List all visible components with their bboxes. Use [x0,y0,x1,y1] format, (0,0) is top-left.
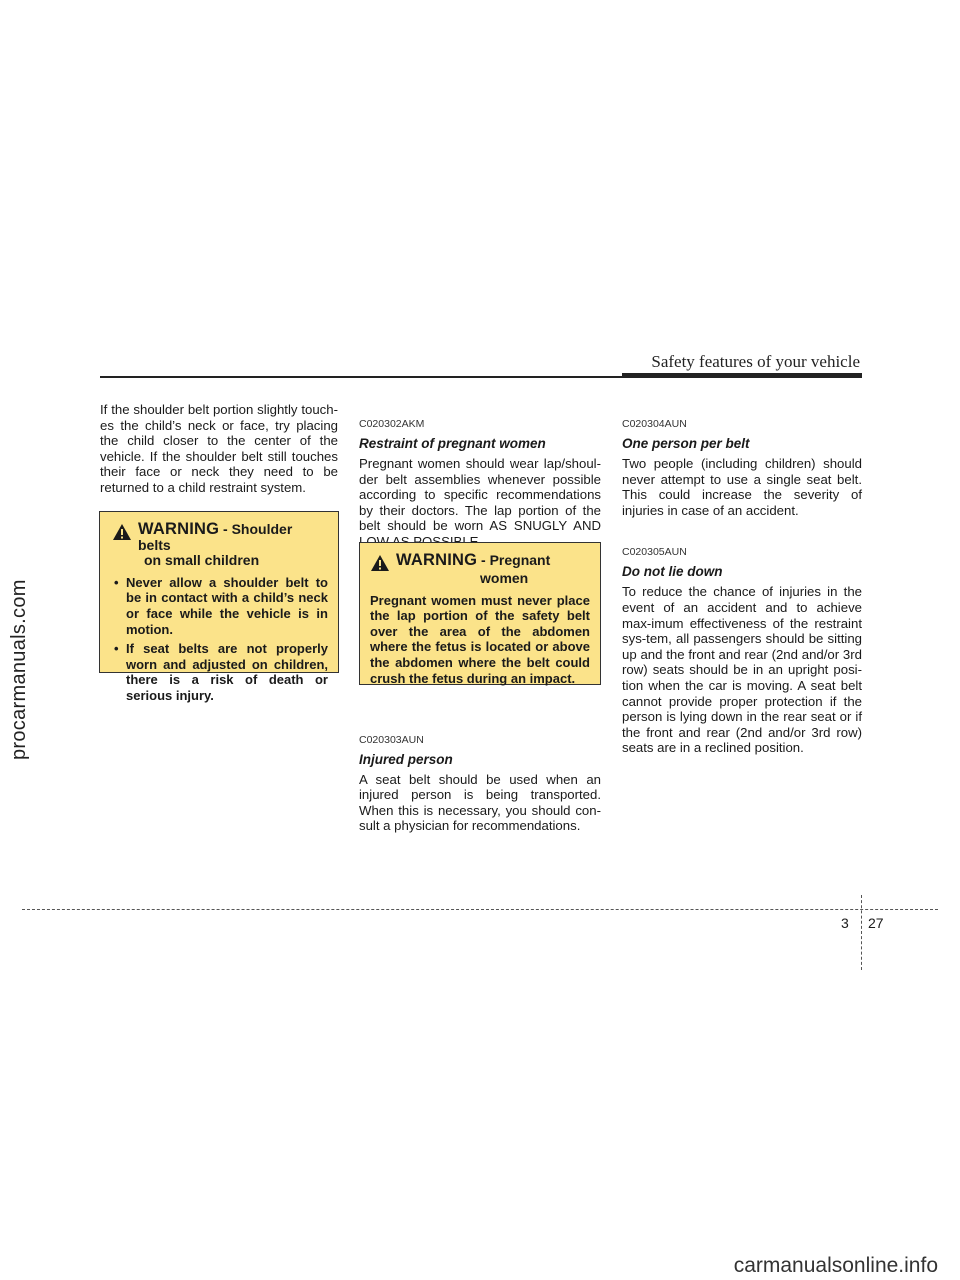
section-body: Two people (including children) should never attempt to use a single seat belt. This could increase the severity of injuries in case of an accident. [622,456,862,518]
section-heading: Injured person [359,751,453,767]
warning-word: WARNING [396,551,478,569]
warning-title-line2: on small children [144,552,260,569]
warning-item: • Never allow a shoulder belt to be in contact with a child’s neck or face while the vehicle is in motion. [112,575,328,637]
column-left [100,402,338,496]
warning-title: - Shoulder belts [138,521,293,553]
section-body: Pregnant women should wear lap/shoul-der belt assemblies whenever possible according to specific recommendations by their doctors. The lap portion of the belt should be worn AS SNUGLY AND [359,456,601,534]
intro-paragraph: If the shoulder belt portion slightly touch-es the child’s neck or face, try placing the child closer to the center of the vehicle. If the shoulder belt still touches their face or neck they need to be returned to a child restraint system. [100,402,338,495]
warning-list [112,575,328,704]
page-number: 27 [868,915,884,931]
page-header-title: Safety features of your vehicle [651,352,860,371]
warning-body: Pregnant women must never place the lap portion of the safety belt over the area of the abdomen where the fetus is located or above the abdomen where the belt could crush the fetus during an impact. [370,592,590,686]
section-spacer [622,518,862,546]
section-heading: One person per belt [622,436,750,451]
warning-box-shoulder-belts [99,511,339,703]
section-code: C020303AUN [359,733,424,746]
footer-dashed-rule [22,909,938,910]
bottom-watermark: carmanualsonline.info [733,1254,938,1277]
footer-dashed-divider [861,895,862,970]
column-right [622,418,862,756]
warning-title: - Pregnant [477,552,551,568]
warning-triangle-icon [370,554,390,572]
section-body: A seat belt should be used when an injured person is being transported. When this is necessary, you should con-sult a physician for recommendations. [359,771,601,834]
warning-triangle-icon [112,523,132,541]
section-heading: Do not lie down [622,564,723,580]
section-heading: Restraint of pregnant women [359,436,546,451]
warning-box-pregnant-women [359,542,601,685]
warning-header [112,522,328,553]
warning-word: WARNING [138,520,220,538]
section-body: To reduce the chance of injuries in the event of an accident and to achieve max-imum effectiveness of the restraint sys-tem, all passengers should be sitting up and the front and rear (2nd and/or 3rd row) seats should be in an upright posi-tion when the car is moving. A seat belt cannot provide proper protection if the person is lying down in the rear seat or if the front and rear (2nd and/or 3rd row) seats are in a reclined position. [622,584,862,756]
warning-item: • If seat belts are not properly worn and adjusted on children, there is a risk of death or serious injury. [112,641,328,703]
warning-title-line2: women [480,570,529,586]
section-code: C020305AUN [622,546,687,559]
section-code: C020302AKM [359,418,425,430]
side-watermark: procarmanuals.com [8,579,30,760]
header-bar [622,373,862,378]
chapter-number: 3 [841,915,849,931]
section-code: C020304AUN [622,418,687,430]
